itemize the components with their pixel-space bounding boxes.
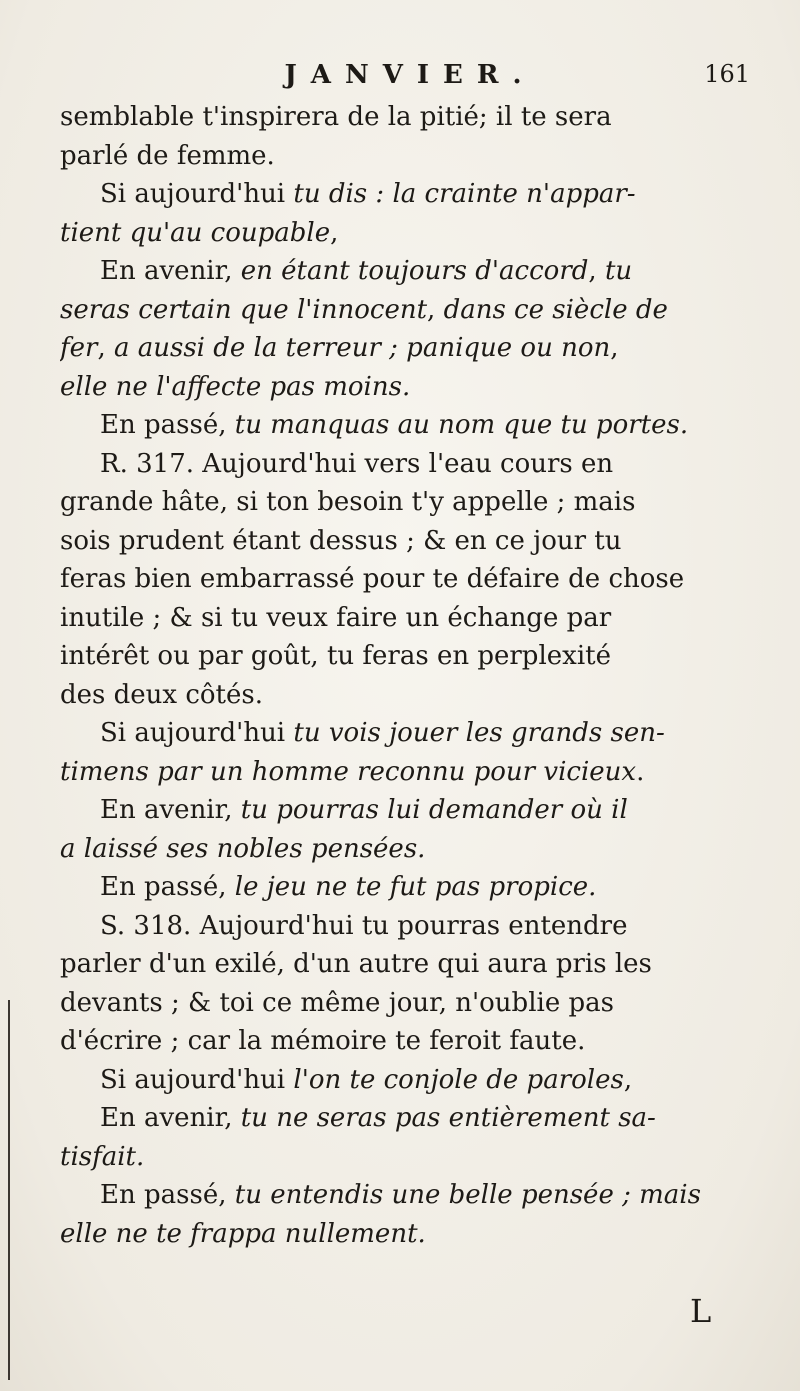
signature-mark: L	[690, 1292, 712, 1330]
text-line: semblable t'inspirera de la pitié; il te sera	[60, 102, 612, 132]
text-line: des deux côtés.	[60, 679, 263, 710]
text-line: elle ne l'affecte pas moins.	[60, 371, 411, 402]
page-header	[60, 60, 760, 100]
text-line: tient qu'au coupable,	[60, 217, 339, 248]
text-line: Si aujourd'hui l'on te conjole de paroles,	[100, 1064, 633, 1095]
text-line: parler d'un exilé, d'un autre qui aura pris les	[60, 949, 652, 979]
running-head: JANVIER.	[284, 60, 536, 90]
text-line: En avenir, tu ne seras pas entièrement sa-	[100, 1103, 656, 1133]
text-line: a laissé ses nobles pensées.	[60, 833, 426, 864]
text-line: grande hâte, si ton besoin t'y appelle ; mais	[60, 487, 636, 517]
text-line: R. 317. Aujourd'hui vers l'eau cours en	[100, 448, 614, 479]
text-line: En passé, tu entendis une belle pensée ; mais	[100, 1180, 701, 1210]
text-line: En avenir, en étant toujours d'accord, tu	[100, 256, 633, 286]
text-line: En passé, le jeu ne te fut pas propice.	[100, 872, 597, 902]
text-line: S. 318. Aujourd'hui tu pourras entendre	[100, 910, 628, 941]
text-line: d'écrire ; car la mémoire te feroit faute.	[60, 1026, 586, 1056]
text-line: intérêt ou par goût, tu feras en perplexité	[60, 641, 611, 671]
page-edge-shadow	[8, 1000, 10, 1380]
text-line: Si aujourd'hui tu vois jouer les grands sen-	[100, 718, 665, 748]
text-line: En avenir, tu pourras lui demander où il	[100, 795, 628, 825]
body-text	[60, 98, 760, 1253]
text-line: fer, a aussi de la terreur ; panique ou non,	[60, 333, 619, 363]
text-line: feras bien embarrassé pour te défaire de chose	[60, 564, 685, 594]
text-line: seras certain que l'innocent, dans ce siècle de	[60, 294, 668, 325]
text-line: inutile ; & si tu veux faire un échange par	[60, 602, 612, 633]
text-line: elle ne te frappa nullement.	[60, 1218, 426, 1249]
text-line: devants ; & toi ce même jour, n'oublie pas	[60, 987, 614, 1018]
text-line: timens par un homme reconnu pour vicieux.	[60, 756, 645, 787]
text-line: sois prudent étant dessus ; & en ce jour tu	[60, 525, 622, 556]
text-line: Si aujourd'hui tu dis : la crainte n'appar-	[100, 179, 636, 209]
page-number: 161	[704, 60, 750, 88]
text-line: tisfait.	[60, 1141, 145, 1172]
text-line: En passé, tu manquas au nom que tu portes.	[100, 410, 689, 440]
text-line: parlé de femme.	[60, 140, 275, 171]
